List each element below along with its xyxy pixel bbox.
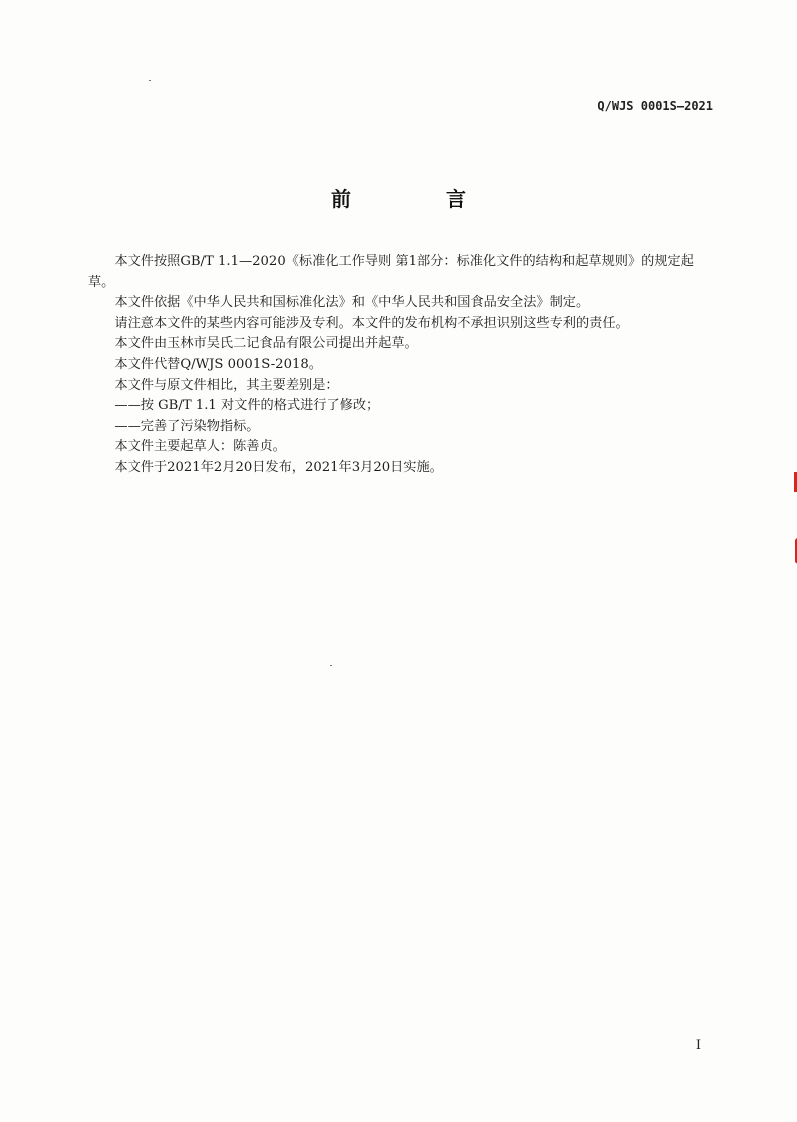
paragraph-dates: 本文件于2021年2月20日发布，2021年3月20日实施。 [114,459,443,475]
red-seal-fragment [781,462,797,622]
paragraph-drafting-org: 本文件由玉林市吴氏二记食品有限公司提出并起草。 [114,336,418,352]
paragraph-legal-basis: 本文件依据《中华人民共和国标准化法》和《中华人民共和国食品安全法》制定。 [114,295,590,311]
paragraph-change-contaminants: ——完善了污染物指标。 [114,418,260,434]
scan-speck [149,80,151,81]
paragraph-drafter: 本文件主要起草人：陈善贞。 [114,439,286,455]
document-code: Q/WJS 0001S—2021 [597,99,713,113]
paragraph-replaces: 本文件代替Q/WJS 0001S-2018。 [114,356,322,372]
paragraph-change-format: ——按 GB/T 1.1 对文件的格式进行了修改； [114,398,380,414]
paragraph-changes-intro: 本文件与原文件相比，其主要差别是： [114,377,339,393]
page-title: 前 言 [331,187,510,211]
page-number: I [695,1038,701,1053]
foreword-body [88,252,713,479]
scan-speck [330,665,332,666]
paragraph-standard-basis: 本文件按照GB/T 1.1—2020《标准化工作导则 第1部分：标准化文件的结构和起草规则》的规定起草。 [88,254,694,290]
paragraph-patent-notice: 请注意本文件的某些内容可能涉及专利。本文件的发布机构不承担识别这些专利的责任。 [114,315,629,331]
